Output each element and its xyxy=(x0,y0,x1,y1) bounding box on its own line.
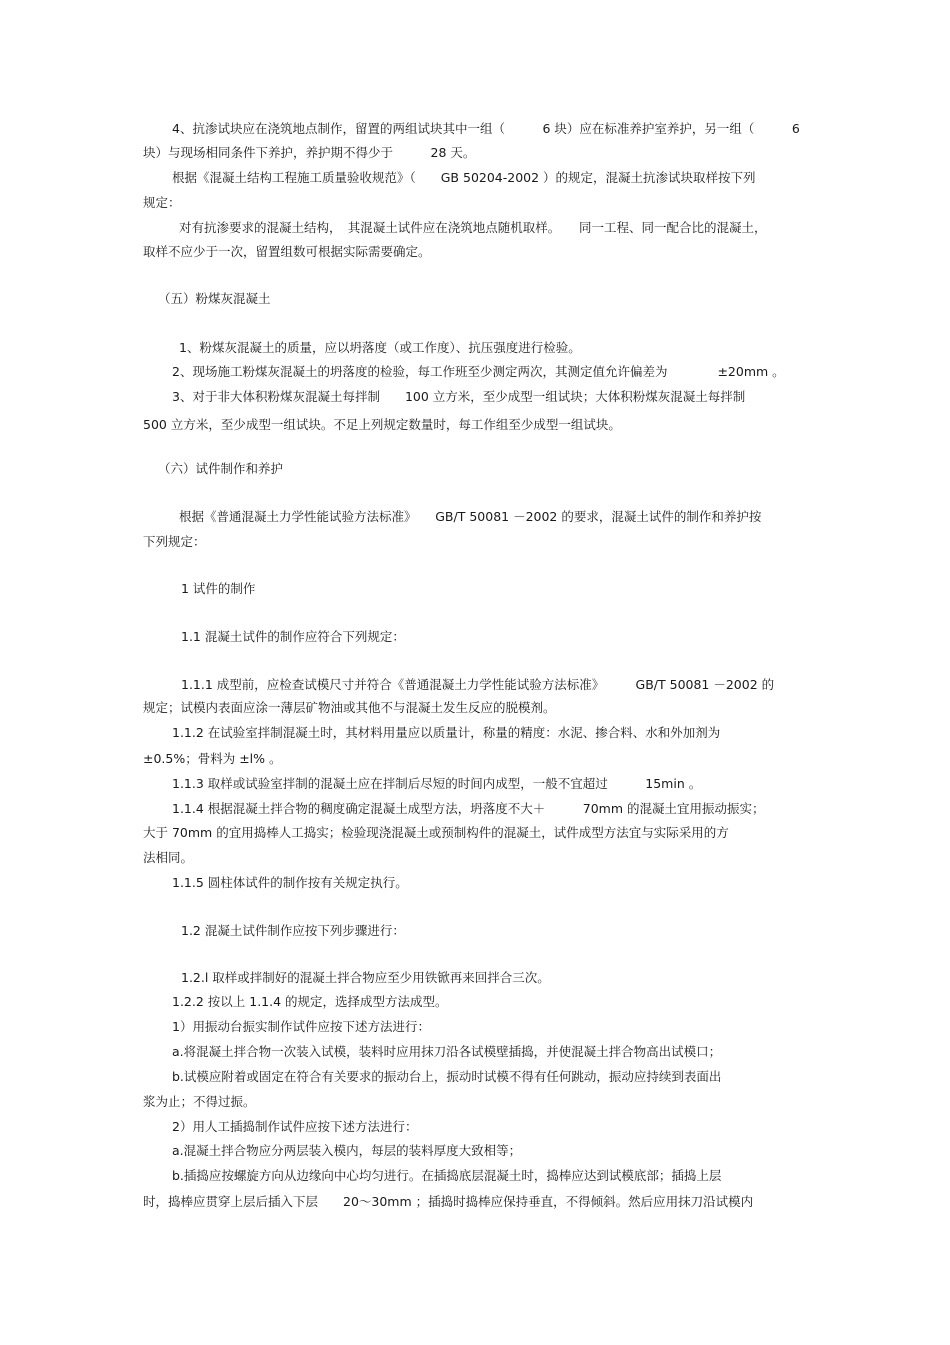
text-line: 2）用人工插捣制作试件应按下述方法进行： xyxy=(172,1119,418,1134)
text-line: 根据《混凝土结构工程施工质量验收规范》（ GB 50204-2002 ）的规定，混凝土抗渗试块取样按下列 xyxy=(172,170,756,185)
text-line: 下列规定： xyxy=(143,534,206,549)
text-line: 大于 70mm 的宜用捣棒人工捣实；检验现浇混凝土或预制构件的混凝土，试件成型方法宜与实际采用的方 xyxy=(143,825,729,840)
text-line: 块）与现场相同条件下养护，养护期不得少于 28 天。 xyxy=(143,145,476,160)
text-line: 浆为止；不得过振。 xyxy=(143,1094,256,1109)
text-line: 2、现场施工粉煤灰混凝土的坍落度的检验，每工作班至少测定两次，其测定值允许偏差为 ±20mm 。 xyxy=(172,364,785,379)
text-line: 3、对于非大体积粉煤灰混凝土每拌制 100 立方米，至少成型一组试块；大体积粉煤灰混凝土每拌制 xyxy=(172,389,746,404)
text-line: ±0.5%；骨料为 ±l% 。 xyxy=(143,751,282,766)
text-line: 对有抗渗要求的混凝土结构， 其混凝土试件应在浇筑地点随机取样。 同一工程、同一配合比的混凝土， xyxy=(179,220,767,235)
text-line: 4、抗渗试块应在浇筑地点制作，留置的两组试块其中一组（ 6 块）应在标准养护室养护，另一组（ 6 xyxy=(172,121,800,136)
text-line: 1.1.5 圆柱体试件的制作按有关规定执行。 xyxy=(172,875,408,890)
text-line: 取样不应少于一次，留置组数可根据实际需要确定。 xyxy=(143,244,431,259)
subheading: 1.2 混凝土试件制作应按下列步骤进行： xyxy=(181,923,405,938)
text-line: 1.2.2 按以上 1.1.4 的规定，选择成型方法成型。 xyxy=(172,994,448,1009)
subheading: 1.1 混凝土试件的制作应符合下列规定： xyxy=(181,629,405,644)
text-line: 根据《普通混凝土力学性能试验方法标准》 GB/T 50081 －2002 的要求，混凝土试件的制作和养护按 xyxy=(179,509,762,524)
text-line: 1.1.3 取样或试验室拌制的混凝土应在拌制后尽短的时间内成型，一般不宜超过 15min 。 xyxy=(172,776,702,791)
text-line: 1）用振动台振实制作试件应按下述方法进行： xyxy=(172,1019,430,1034)
text-line: 1.1.1 成型前，应检查试模尺寸并符合《普通混凝土力学性能试验方法标准》 GB/T 50081 －2002 的 xyxy=(181,677,775,692)
text-line: 500 立方米，至少成型一组试块。不足上列规定数量时，每工作组至少成型一组试块。 xyxy=(143,417,621,432)
text-line: 规定；试模内表面应涂一薄层矿物油或其他不与混凝土发生反应的脱模剂。 xyxy=(143,700,556,715)
subheading: 1 试件的制作 xyxy=(181,581,256,596)
text-line: 1.1.2 在试验室拌制混凝土时，其材料用量应以质量计，称量的精度：水泥、掺合料、水和外加剂为 xyxy=(172,725,721,740)
text-line: 法相同。 xyxy=(143,850,194,865)
section-heading: （五）粉煤灰混凝土 xyxy=(158,291,271,306)
text-line: a.将混凝土拌合物一次装入试模，装料时应用抹刀沿各试模壁插捣，并使混凝土拌合物高出试模口； xyxy=(172,1044,722,1059)
text-line: b.试模应附着或固定在符合有关要求的振动台上，振动时试模不得有任何跳动，振动应持续到表面出 xyxy=(172,1069,722,1084)
text-line: 时，捣棒应贯穿上层后插入下层 20～30mm ；插捣时捣棒应保持垂直，不得倾斜。然后应用抹刀沿试模内 xyxy=(143,1194,754,1209)
text-line: 1.1.4 根据混凝土拌合物的稠度确定混凝土成型方法，坍落度不大＋ 70mm 的混凝土宜用振动振实； xyxy=(172,801,765,816)
section-heading: （六）试件制作和养护 xyxy=(158,461,284,476)
text-line: 1.2.l 取样或拌制好的混凝土拌合物应至少用铁锨再来回拌合三次。 xyxy=(181,970,550,985)
text-line: a.混凝土拌合物应分两层装入模内，每层的装料厚度大致相等； xyxy=(172,1143,522,1158)
text-line: 1、粉煤灰混凝土的质量，应以坍落度（或工作度）、抗压强度进行检验。 xyxy=(179,340,581,355)
text-line: b.插捣应按螺旋方向从边缘向中心均匀进行。在插捣底层混凝土时，捣棒应达到试模底部；插捣上层 xyxy=(172,1168,722,1183)
text-line: 规定： xyxy=(143,195,181,210)
